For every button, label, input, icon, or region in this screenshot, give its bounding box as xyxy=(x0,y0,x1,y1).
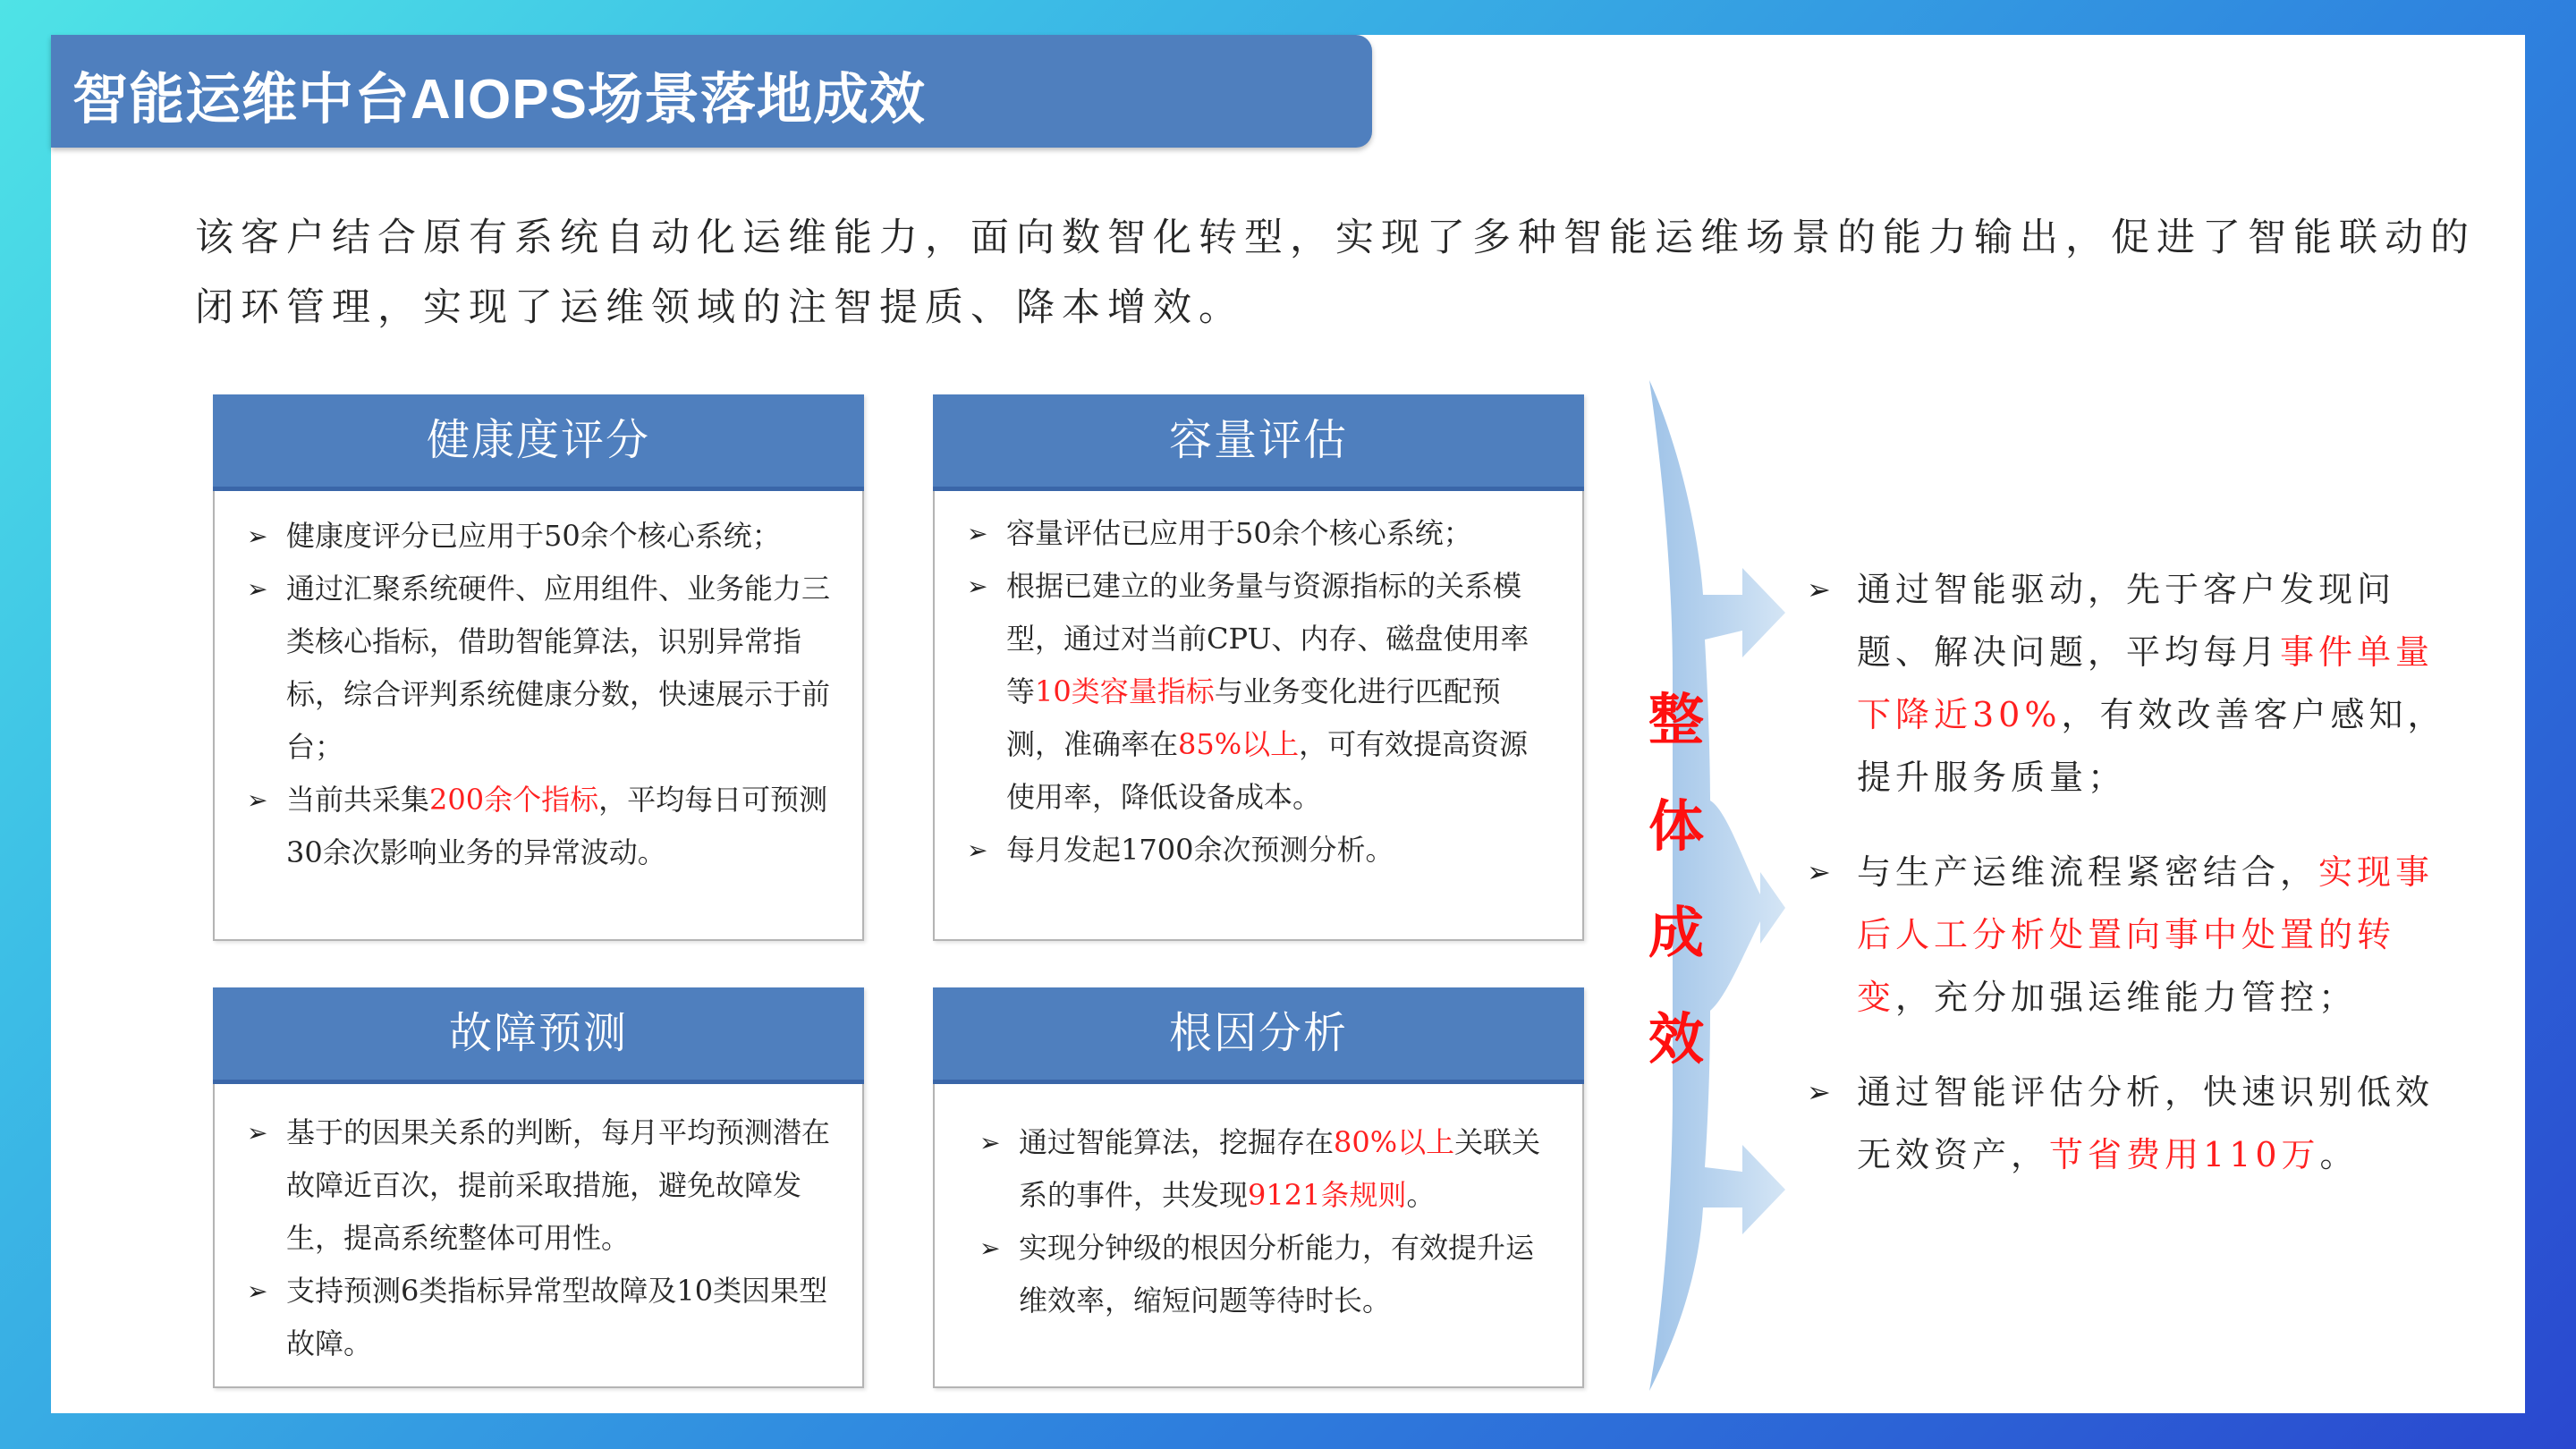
card-root-cause-analysis xyxy=(933,987,1584,1388)
page-title: 智能运维中台AIOPS场景落地成效 xyxy=(72,69,926,131)
card-list-item xyxy=(967,824,1555,877)
highlight-text: 实现事后人工分析处置向事中处置的转变 xyxy=(1857,852,2435,1017)
effect-item xyxy=(1807,841,2469,1029)
card-list xyxy=(967,507,1555,877)
bullet-arrow-icon: ➢ xyxy=(247,574,268,604)
overall-effects-list xyxy=(1807,558,2469,1218)
card-list-item xyxy=(247,1106,835,1265)
item-text: 每月发起1700余次预测分析。 xyxy=(1006,833,1394,867)
card-fault-prediction xyxy=(213,987,864,1388)
title-bar xyxy=(51,35,1372,148)
item-text: ，可有效提高资源使用率，降低设备成本。 xyxy=(1006,727,1529,814)
bullet-arrow-icon: ➢ xyxy=(979,1233,1001,1263)
effect-item xyxy=(1807,1061,2469,1186)
item-text: 。 xyxy=(2319,1135,2359,1174)
card-list-item xyxy=(247,774,835,879)
item-text: 通过汇聚系统硬件、应用组件、业务能力三类核心指标，借助智能算法，识别异常指标，综合评判系统健康分数，快速展示于前台； xyxy=(286,572,831,764)
card-title: 根因分析 xyxy=(933,987,1584,1084)
item-text: 健康度评分已应用于50余个核心系统； xyxy=(286,519,781,553)
highlight-text: 9121条规则 xyxy=(1248,1178,1407,1212)
overall-label-char: 体 xyxy=(1648,793,1704,859)
card-list-item xyxy=(979,1222,1555,1327)
effect-item xyxy=(1807,558,2469,809)
intro-paragraph: 该客户结合原有系统自动化运维能力，面向数智化转型，实现了多种智能运维场景的能力输出，促进了智能联动的闭环管理，实现了运维领域的注智提质、降本增效。 xyxy=(195,216,2476,330)
card-list-item xyxy=(247,1265,835,1370)
highlight-text: 200余个指标 xyxy=(429,783,599,817)
item-text: 基于的因果关系的判断，每月平均预测潜在故障近百次，提前采取措施，避免故障发生，提高系统整体可用性。 xyxy=(286,1115,831,1255)
item-text: 与业务变化进行匹配预测，准确率在 xyxy=(1006,674,1501,761)
highlight-text: 节省费用110万 xyxy=(2049,1135,2320,1174)
item-text: ，有效改善客户感知，提升服务质量； xyxy=(1857,695,2446,797)
bullet-arrow-icon: ➢ xyxy=(979,1128,1001,1157)
overall-label xyxy=(1648,666,1705,1092)
card-list xyxy=(247,1106,835,1370)
item-text: 支持预测6类指标异常型故障及10类因果型故障。 xyxy=(286,1274,828,1360)
item-text: ，平均每日可预测30余次影响业务的异常波动。 xyxy=(286,783,828,869)
highlight-text: 事件单量下降近30% xyxy=(1857,632,2435,734)
card-title: 健康度评分 xyxy=(213,394,864,491)
highlight-text: 85%以上 xyxy=(1178,727,1300,761)
card-list-item xyxy=(967,507,1555,560)
card-list-item xyxy=(247,510,835,563)
bullet-arrow-icon: ➢ xyxy=(1807,855,1835,889)
item-text: 通过智能驱动，先于客户发现问题、解决问题，平均每月 xyxy=(1857,570,2396,672)
highlight-text: 80%以上 xyxy=(1334,1125,1455,1159)
item-text: 通过智能评估分析，快速识别低效无效资产， xyxy=(1857,1072,2435,1174)
bullet-arrow-icon: ➢ xyxy=(1807,1075,1835,1109)
card-list xyxy=(979,1116,1555,1327)
item-text: ，充分加强运维能力管控； xyxy=(1895,978,2358,1017)
item-text: 通过智能算法，挖掘存在 xyxy=(1019,1125,1335,1159)
item-text: 与生产运维流程紧密结合， xyxy=(1857,852,2319,892)
highlight-text: 10类容量指标 xyxy=(1035,674,1215,708)
overall-label-char: 整 xyxy=(1648,687,1704,752)
item-text: 。 xyxy=(1406,1178,1436,1212)
card-list-item xyxy=(247,563,835,774)
bullet-arrow-icon: ➢ xyxy=(967,572,988,601)
card-health-score xyxy=(213,394,864,941)
card-title: 故障预测 xyxy=(213,987,864,1084)
bullet-arrow-icon: ➢ xyxy=(247,1276,268,1306)
item-text: 根据已建立的业务量与资源指标的关系模型，通过对当前CPU、内存、磁盘使用率等 xyxy=(1006,569,1530,708)
card-list-item xyxy=(967,560,1555,824)
item-text: 当前共采集 xyxy=(286,783,430,817)
card-list-item xyxy=(979,1116,1555,1222)
bullet-arrow-icon: ➢ xyxy=(247,1118,268,1148)
card-list xyxy=(247,510,835,879)
card-title: 容量评估 xyxy=(933,394,1584,491)
item-text: 关联关系的事件，共发现 xyxy=(1019,1125,1541,1212)
overall-label-char: 效 xyxy=(1648,1006,1704,1072)
bullet-arrow-icon: ➢ xyxy=(967,835,988,865)
bullet-arrow-icon: ➢ xyxy=(967,519,988,548)
bullet-arrow-icon: ➢ xyxy=(247,521,268,551)
bullet-arrow-icon: ➢ xyxy=(247,785,268,815)
card-capacity-assessment xyxy=(933,394,1584,941)
overall-label-char: 成 xyxy=(1648,900,1704,965)
item-text: 实现分钟级的根因分析能力，有效提升运维效率，缩短问题等待时长。 xyxy=(1019,1231,1535,1318)
bullet-arrow-icon: ➢ xyxy=(1807,572,1835,606)
item-text: 容量评估已应用于50余个核心系统； xyxy=(1006,516,1472,550)
